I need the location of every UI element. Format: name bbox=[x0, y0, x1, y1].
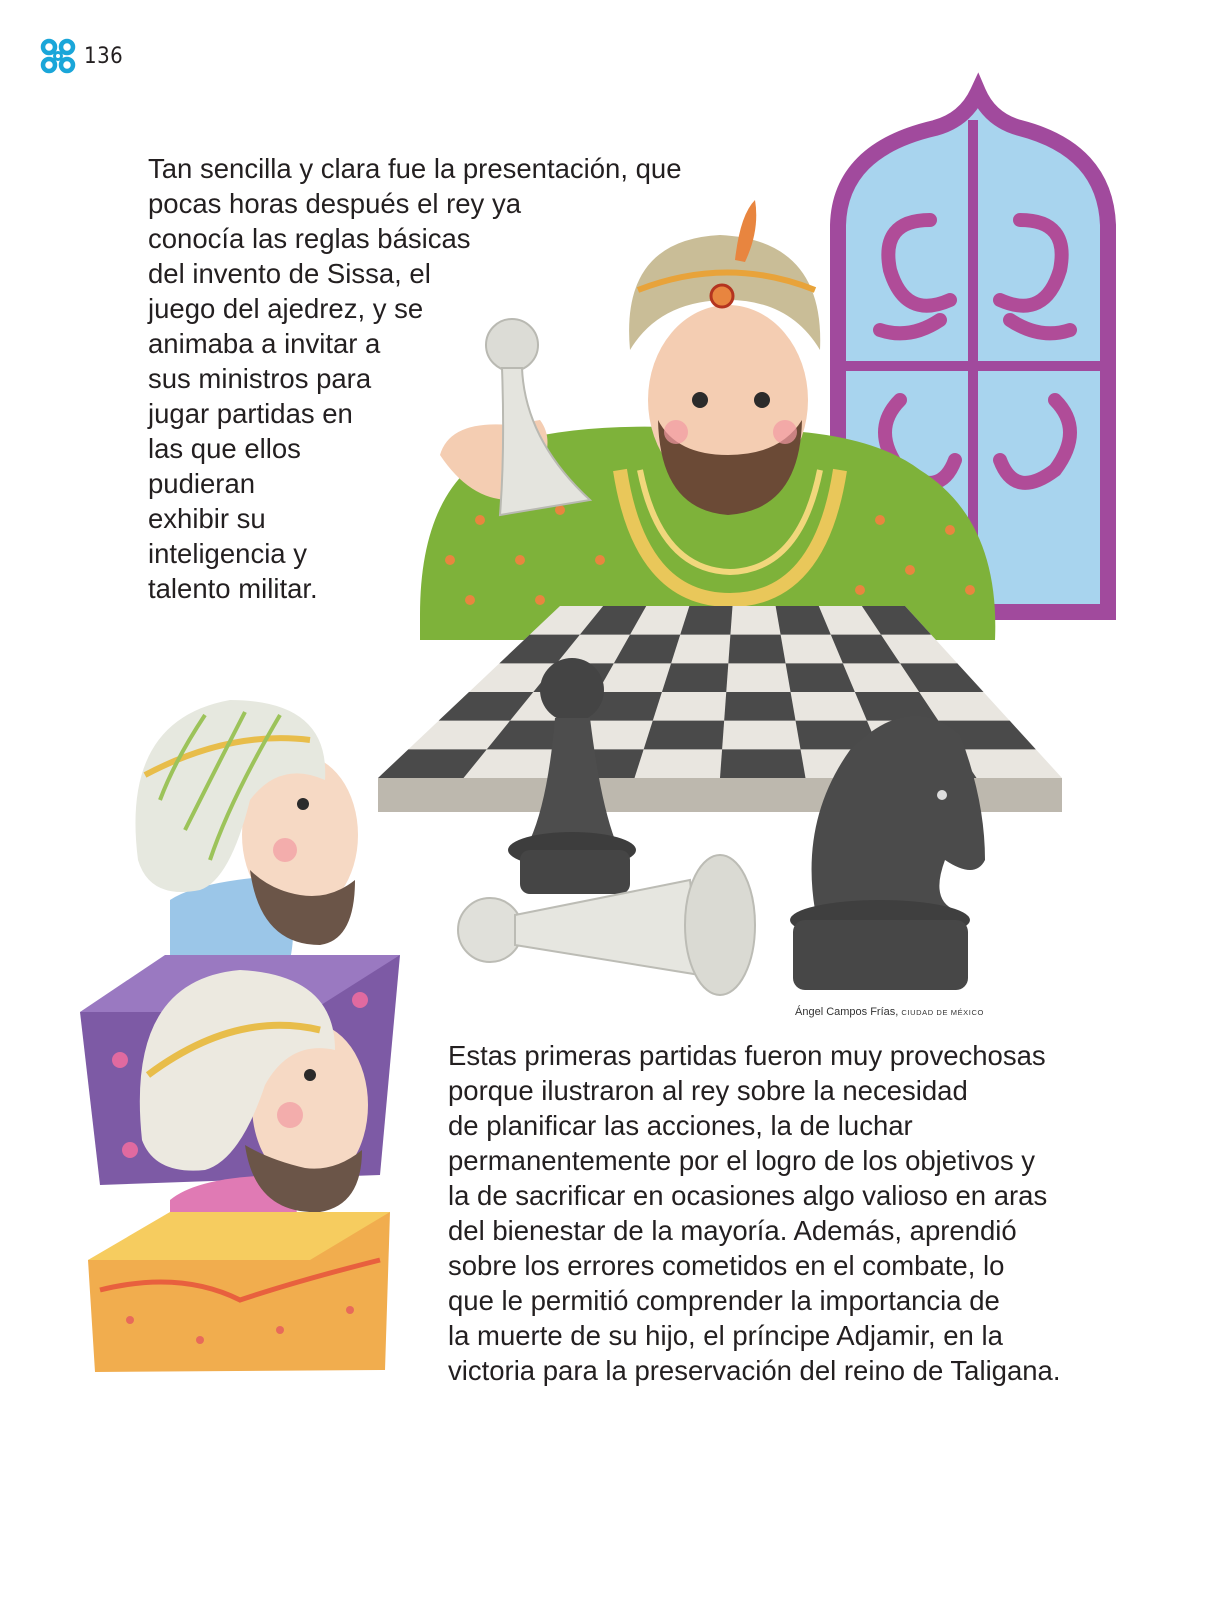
paragraph-line: de planificar las acciones, la de luchar bbox=[448, 1110, 913, 1141]
paragraph-line: Tan sencilla y clara fue la presentación, que bbox=[148, 153, 682, 184]
paragraph-line: permanentemente por el logro de los objetivos y bbox=[448, 1145, 1036, 1176]
board-square bbox=[728, 635, 785, 664]
paragraph-line: Estas primeras partidas fueron muy provechosas bbox=[448, 1040, 1046, 1071]
page-number: 136 bbox=[84, 43, 124, 69]
board-square bbox=[720, 749, 806, 778]
paragraph-line: jugar partidas en bbox=[148, 398, 353, 429]
paragraph-line: inteligencia y bbox=[148, 538, 307, 569]
illustration-credit bbox=[795, 1006, 984, 1018]
board-square bbox=[680, 606, 732, 635]
credit-author: Ángel Campos Frías, bbox=[795, 1006, 899, 1018]
paragraph-line: la de sacrificar en ocasiones algo valioso en aras bbox=[448, 1180, 1048, 1211]
paragraph-line: del invento de Sissa, el bbox=[148, 258, 431, 289]
paragraph-line: la muerte de su hijo, el príncipe Adjamir, en la bbox=[448, 1320, 1003, 1351]
paragraph-line: conocía las reglas básicas bbox=[148, 223, 471, 254]
minister-back bbox=[135, 700, 358, 980]
orange-box bbox=[88, 1212, 390, 1372]
paragraph-line: talento militar. bbox=[148, 573, 318, 604]
board-square bbox=[662, 663, 728, 692]
paragraph-line: victoria para la preservación del reino de Taligana. bbox=[448, 1355, 1061, 1386]
paragraph-line: que le permitió comprender la importancia de bbox=[448, 1285, 1000, 1316]
credit-place: CIUDAD DE MÉXICO bbox=[901, 1008, 984, 1017]
paragraph-line: sobre los errores cometidos en el combate, lo bbox=[448, 1250, 1005, 1281]
board-square bbox=[724, 692, 795, 721]
story-paragraph-1 bbox=[148, 151, 682, 606]
board-square bbox=[644, 721, 725, 750]
paragraph-line: del bienestar de la mayoría. Además, aprendió bbox=[448, 1215, 1017, 1246]
paragraph-line: las que ellos bbox=[148, 433, 301, 464]
paragraph-line: porque ilustraron al rey sobre la necesidad bbox=[448, 1075, 968, 1106]
paragraph-line: pudieran bbox=[148, 468, 256, 499]
board-square bbox=[786, 663, 855, 692]
paragraph-line: sus ministros para bbox=[148, 363, 372, 394]
story-paragraph-2 bbox=[448, 1038, 1061, 1388]
paragraph-line: juego del ajedrez, y se bbox=[148, 293, 424, 324]
paragraph-line: animaba a invitar a bbox=[148, 328, 381, 359]
paragraph-line: pocas horas después el rey ya bbox=[148, 188, 521, 219]
paragraph-line: exhibir su bbox=[148, 503, 266, 534]
